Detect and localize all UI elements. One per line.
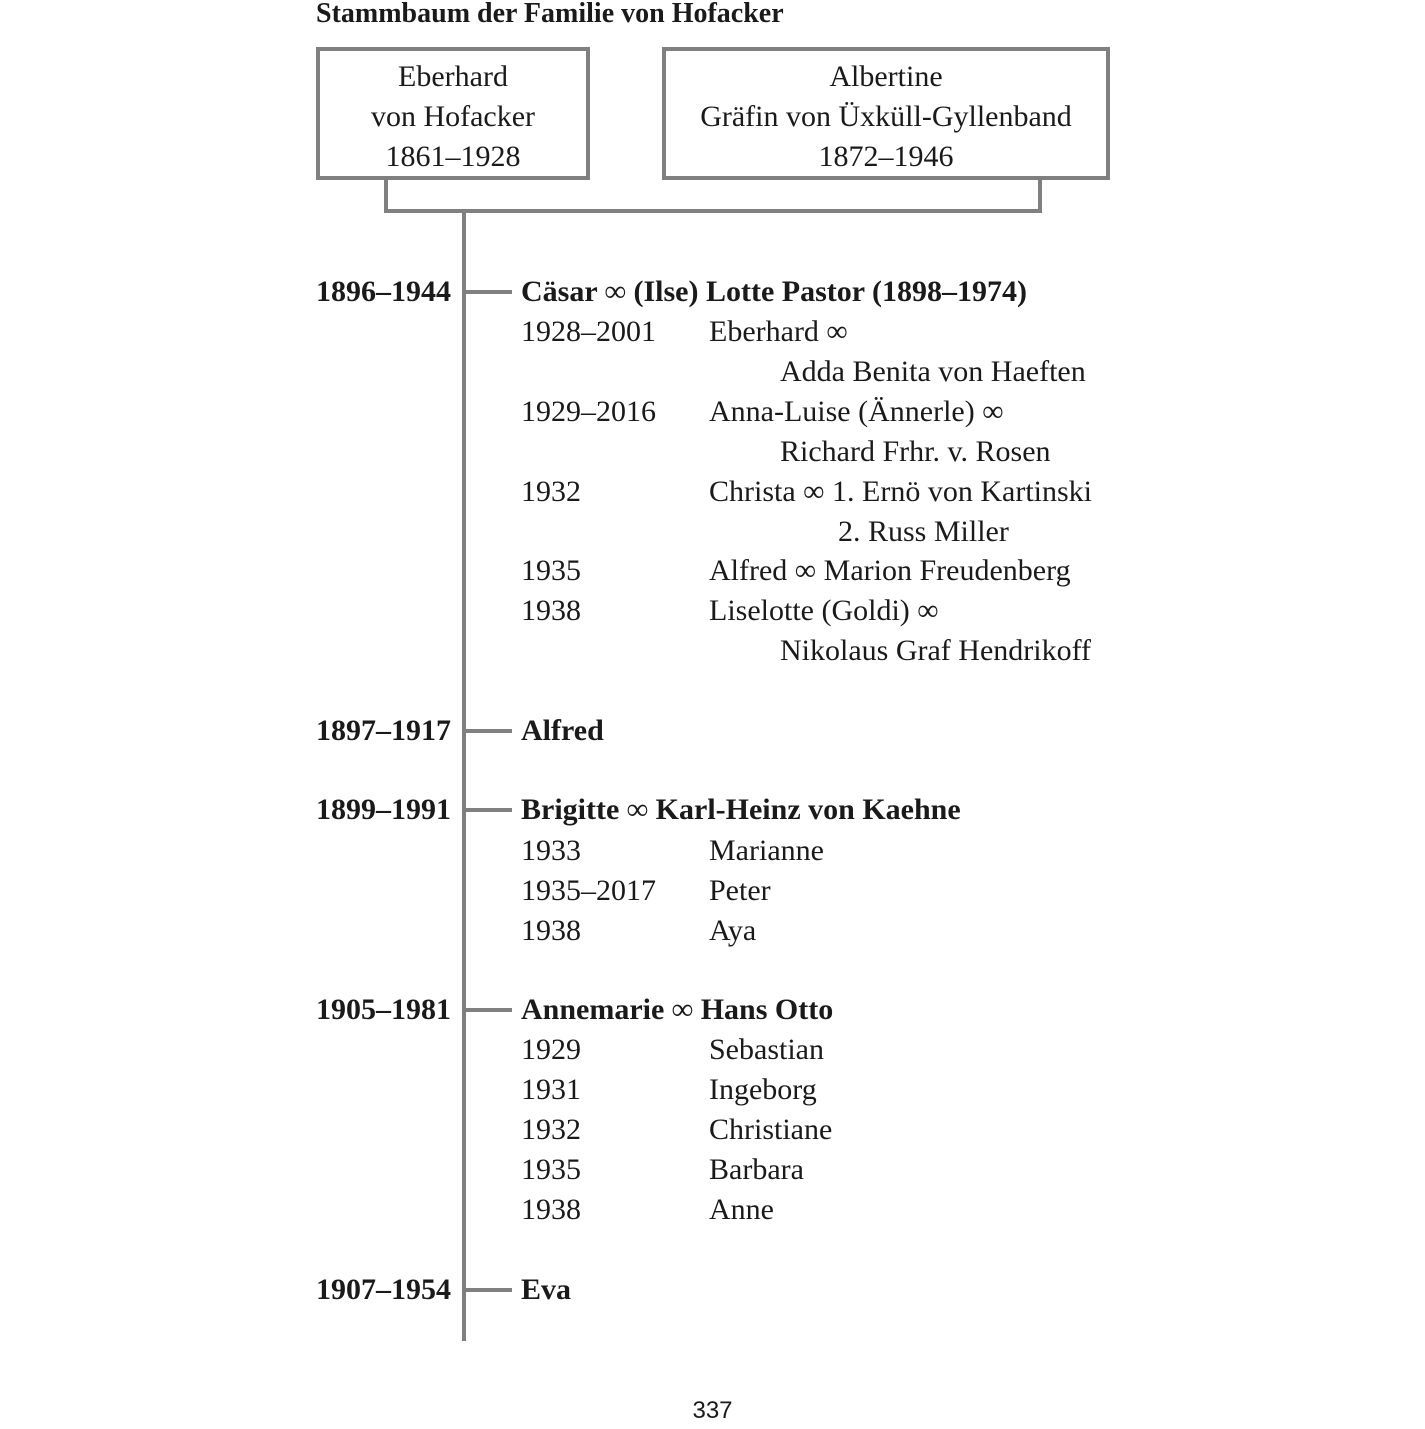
child-years: 1935–2017	[521, 874, 656, 907]
branch-years: 1897–1917	[316, 714, 451, 747]
branch-years: 1896–1944	[316, 275, 451, 308]
child-name: Christa ∞ 1. Ernö von Kartinski	[709, 475, 1093, 508]
child-spouse-continuation: Richard Frhr. v. Rosen	[780, 435, 1051, 468]
child-name: Barbara	[709, 1153, 804, 1186]
father-surname: von Hofacker	[370, 100, 536, 133]
child-name: Christiane	[709, 1113, 833, 1146]
child-spouse-continuation: Nikolaus Graf Hendrikoff	[780, 634, 1092, 667]
child-name: Aya	[709, 914, 757, 947]
branch-heading: Cäsar ∞ (Ilse) Lotte Pastor (1898–1974)	[521, 275, 1028, 308]
child-years: 1929–2016	[521, 395, 656, 428]
branch-years: 1899–1991	[316, 793, 451, 826]
parent-box-mother	[662, 47, 1110, 180]
child-years: 1929	[521, 1033, 581, 1066]
child-name: Anna-Luise (Ännerle) ∞	[709, 395, 1004, 428]
branch-heading: Eva	[521, 1273, 572, 1306]
branch-tick-5	[462, 1288, 512, 1292]
child-name: Sebastian	[709, 1033, 824, 1066]
child-name: Alfred ∞ Marion Freudenberg	[709, 554, 1071, 587]
child-name: Eberhard ∞	[709, 315, 848, 348]
branch-years: 1907–1954	[316, 1273, 451, 1306]
mother-drop-line	[1038, 178, 1042, 213]
child-name: Marianne	[709, 834, 824, 867]
child-years: 1938	[521, 594, 581, 627]
parents-connector-line	[384, 209, 1042, 213]
branch-years: 1905–1981	[316, 993, 451, 1026]
child-years: 1935	[521, 1153, 581, 1186]
child-years: 1928–2001	[521, 315, 656, 348]
mother-surname: Gräfin von Üxküll-Gyllenband	[700, 100, 1072, 133]
child-years: 1935	[521, 554, 581, 587]
branch-heading: Annemarie ∞ Hans Otto	[521, 993, 834, 1026]
father-dates: 1861–1928	[385, 140, 521, 173]
branch-tick-2	[462, 729, 512, 733]
page-title: Stammbaum der Familie von Hofacker	[316, 0, 784, 29]
child-years: 1932	[521, 475, 581, 508]
mother-dates: 1872–1946	[818, 140, 954, 173]
branch-heading: Alfred	[521, 714, 604, 747]
page-number: 337	[692, 1397, 733, 1424]
branch-tick-4	[462, 1008, 512, 1012]
child-name: Ingeborg	[709, 1073, 817, 1106]
child-years: 1933	[521, 834, 581, 867]
father-drop-line	[384, 178, 388, 213]
child-spouse-continuation: 2. Russ Miller	[838, 515, 1009, 548]
trunk-line	[462, 209, 466, 1341]
child-years: 1932	[521, 1113, 581, 1146]
child-years: 1931	[521, 1073, 581, 1106]
parent-box-father	[316, 47, 590, 180]
child-name: Liselotte (Goldi) ∞	[709, 594, 939, 627]
child-years: 1938	[521, 1193, 581, 1226]
branch-tick-1	[462, 290, 512, 294]
child-spouse-continuation: Adda Benita von Haeften	[780, 355, 1086, 388]
child-years: 1938	[521, 914, 581, 947]
child-name: Anne	[709, 1193, 774, 1226]
mother-first-name: Albertine	[829, 60, 943, 93]
branch-heading: Brigitte ∞ Karl-Heinz von Kaehne	[521, 793, 961, 826]
child-name: Peter	[709, 874, 771, 907]
father-first-name: Eberhard	[398, 60, 508, 93]
branch-tick-3	[462, 808, 512, 812]
